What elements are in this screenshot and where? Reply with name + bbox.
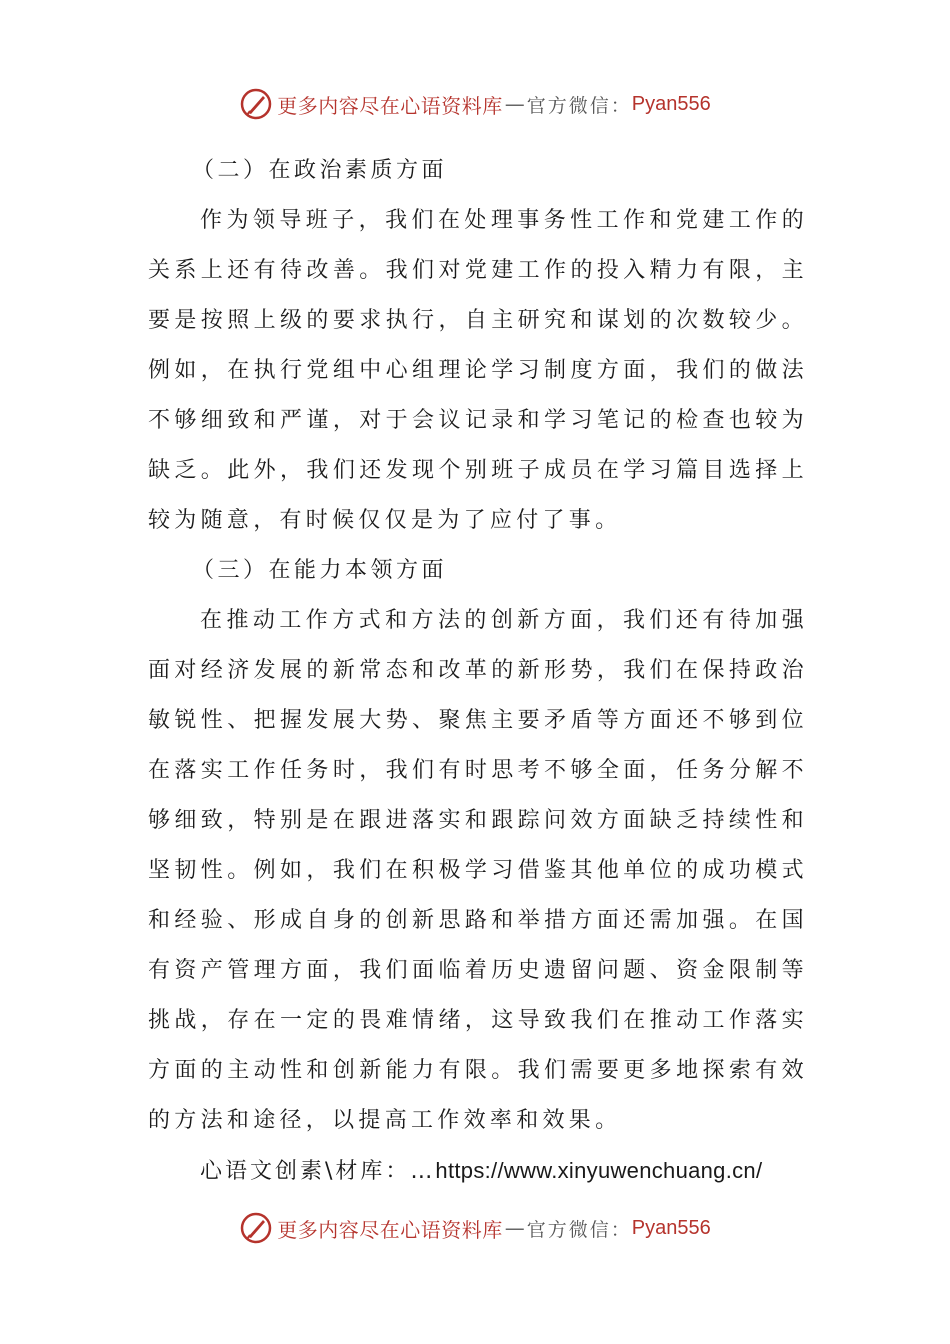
quill-logo-icon	[239, 1211, 273, 1245]
footer-banner	[0, 1208, 950, 1248]
source-url-link[interactable]: https://www.xinyuwenchuang.cn/	[435, 1158, 763, 1183]
document-body	[148, 146, 808, 1197]
banner-wechat-id: Pyan556	[631, 92, 711, 115]
header-banner	[0, 84, 950, 124]
banner-official-label: 官方微信：	[526, 1218, 632, 1241]
banner-official-label: 官方微信：	[526, 94, 632, 117]
quill-logo-icon	[239, 87, 273, 121]
banner-brand-text: 更多内容尽在心语资料库	[277, 1217, 503, 1242]
section-3-paragraph: 在推动工作方式和方法的创新方面，我们还有待加强面对经济发展的新常态和改革的新形势，我们在保持政治敏锐性、把握发展大势、聚焦主要矛盾等方面还不够到位在落实工作任务时，我们有时思考不够全面，任务分解不够细致，特别是在跟进落实和跟踪问效方面缺乏持续性和坚韧性。例如，我们在积极学习借鉴其他单位的成功模式和经验、形成自身的创新思路和举措方面还需加强。在国有资产管理方面，我们面临着历史遗留问题、资金限制等挑战，存在一定的畏难情绪，这导致我们在推动工作落实方面的主动性和创新能力有限。我们需要更多地探索有效的方法和途径，以提高工作效率和效果。	[148, 608, 808, 1133]
banner-wechat-id: Pyan556	[631, 1216, 711, 1239]
source-label: 心语文创素\材库：…	[200, 1159, 436, 1184]
section-2-heading: （二）在政治素质方面	[192, 158, 448, 183]
banner-separator: —	[504, 92, 525, 116]
banner-brand-text: 更多内容尽在心语资料库	[277, 93, 503, 118]
section-2-paragraph: 作为领导班子，我们在处理事务性工作和党建工作的关系上还有待改善。我们对党建工作的投入精力有限，主要是按照上级的要求执行，自主研究和谋划的次数较少。例如，在执行党组中心组理论学习制度方面，我们的做法不够细致和严谨，对于会议记录和学习笔记的检查也较为缺乏。此外，我们还发现个别班子成员在学习篇目选择上较为随意，有时候仅仅是为了应付了事。	[148, 208, 808, 533]
banner-separator: —	[504, 1216, 525, 1240]
section-3-heading: （三）在能力本领方面	[192, 558, 448, 583]
source-line	[148, 1146, 808, 1197]
